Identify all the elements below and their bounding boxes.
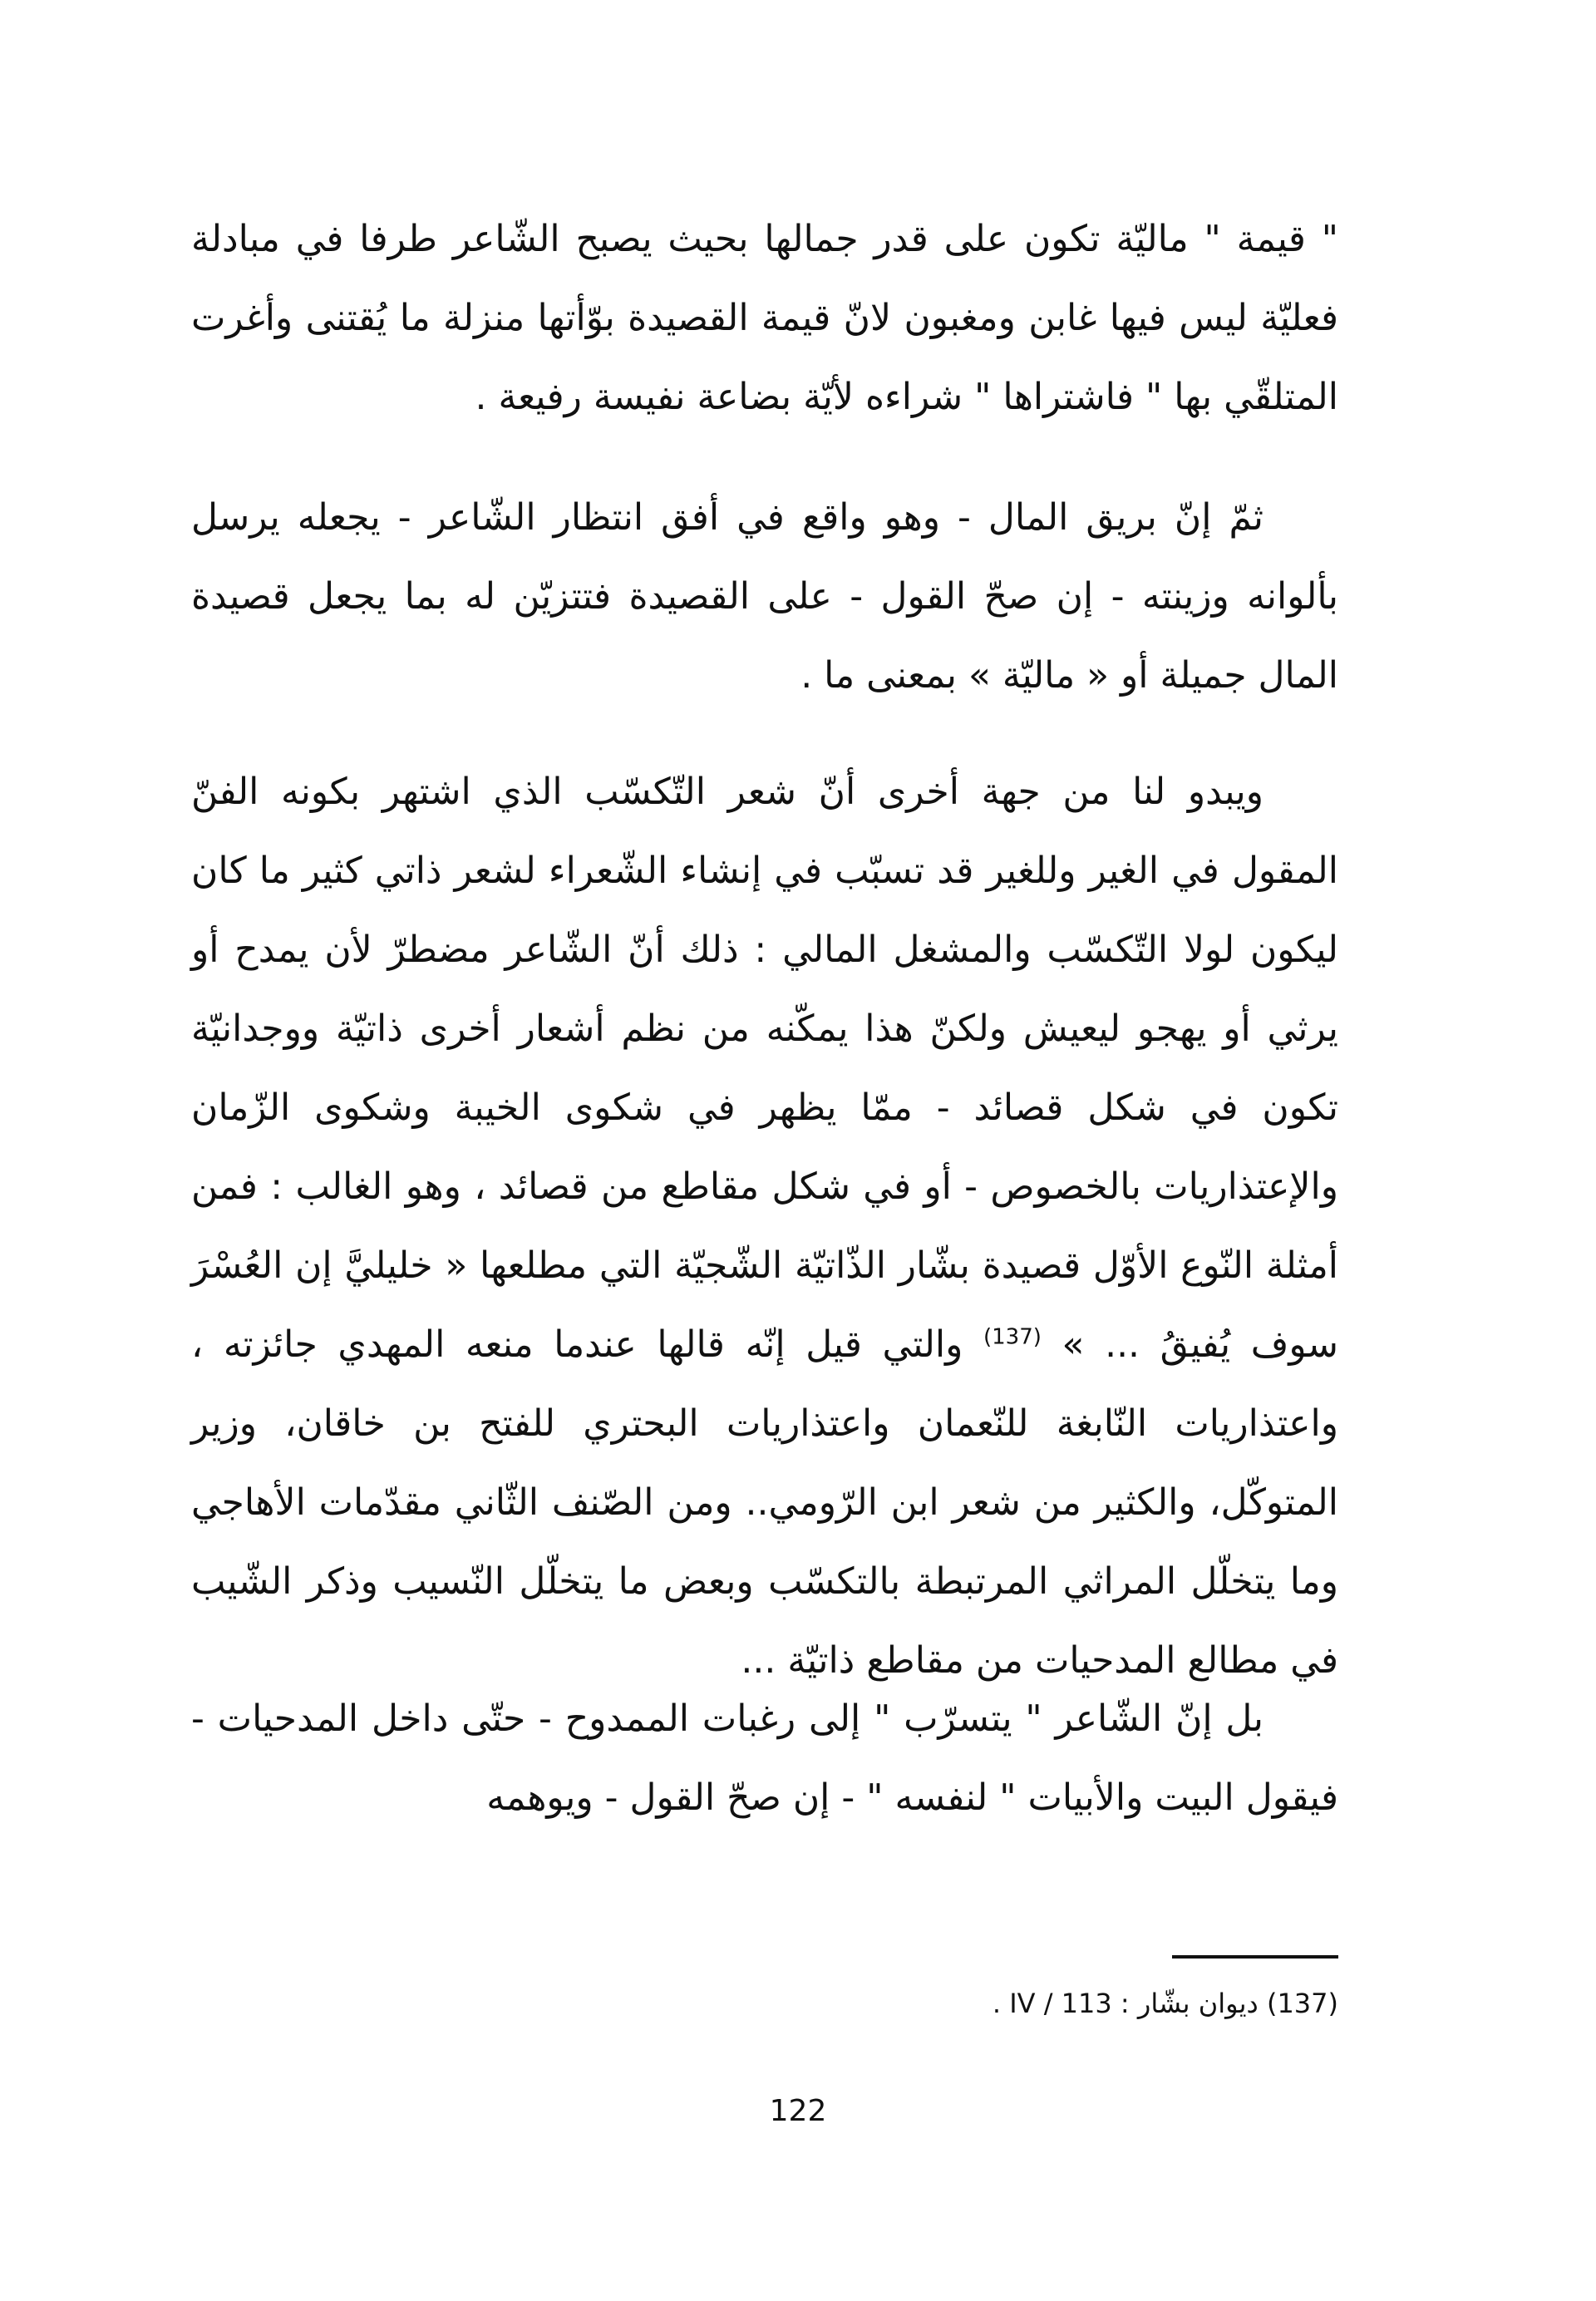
footnote-reference: (137)	[983, 1324, 1042, 1350]
paragraph-3-part-2: والتي قيل إنّه قالها عندما منعه المهدي جائزته ، واعتذاريات النّابغة للنّعمان واعتذاريات البحتري للفتح بن خاقان، وزير المتوكّل، والكثير من شعر ابن الرّومي.. ومن الصّنف الثّاني مقدّمات الأهاجي وما يتخلّل المراثي المرتبطة بالتكسّب وبعض ما يتخلّل النّسيب وذكر الشّيب في مطالع المدحيات من مقاطع ذاتيّة ...	[191, 1323, 1338, 1682]
footnote-text: ديوان بشّار : IV / 113 .	[992, 1988, 1259, 2019]
footnote-divider	[1172, 1955, 1338, 1959]
page-number: 122	[769, 2094, 827, 2128]
paragraph-3	[191, 752, 1338, 1700]
body-text	[191, 200, 1338, 436]
footnote-marker: (137)	[1266, 1988, 1338, 2019]
body-text-2	[191, 478, 1338, 715]
paragraph-2: ثمّ إنّ بريق المال - وهو واقع في أفق انتظار الشّاعر - يجعله يرسل بألوانه وزينته - إن صحّ القول - على القصيدة فتتزيّن له بما يجعل قصيدة المال جميلة أو « ماليّة » بمعنى ما .	[191, 496, 1338, 697]
paragraph-1: " قيمة " ماليّة تكون على قدر جمالها بحيث يصبح الشّاعر طرفا في مبادلة فعليّة ليس فيها غابن ومغبون لانّ قيمة القصيدة بوّأتها منزلة ما يُقتنى وأغرت المتلقّي بها " فاشتراها " شراءه لأيّة بضاعة نفيسة رفيعة .	[191, 218, 1338, 418]
body-text-3	[191, 752, 1338, 1700]
paragraph-3-part-1: ويبدو لنا من جهة أخرى أنّ شعر التّكسّب الذي اشتهر بكونه الفنّ المقول في الغير وللغير قد تسبّب في إنشاء الشّعراء لشعر ذاتي كثير ما كان ليكون لولا التّكسّب والمشغل المالي : ذلك أنّ الشّاعر مضطرّ لأن يمدح أو يرثي أو يهجو ليعيش ولكنّ هذا يمكّنه من نظم أشعار أخرى ذاتيّة ووجدانيّة تكون في شكل قصائد - ممّا يظهر في شكوى الخيبة وشكوى الزّمان والإعتذاريات بالخصوص - أو في شكل مقاطع من قصائد ، وهو الغالب : فمن أمثلة النّوع الأوّل قصيدة بشّار الذّاتيّة الشّجيّة التي مطلعها « خليليَّ إن العُسْرَ سوف يُفيقُ ... »	[191, 771, 1338, 1366]
footnote	[831, 1978, 1338, 2028]
body-text-4	[191, 1679, 1338, 1837]
paragraph-4: بل إنّ الشّاعر " يتسرّب " إلى رغبات الممدوح - حتّى داخل المدحيات - فيقول البيت والأبيات " لنفسه " - إن صحّ القول - ويوهمه	[191, 1697, 1338, 1819]
